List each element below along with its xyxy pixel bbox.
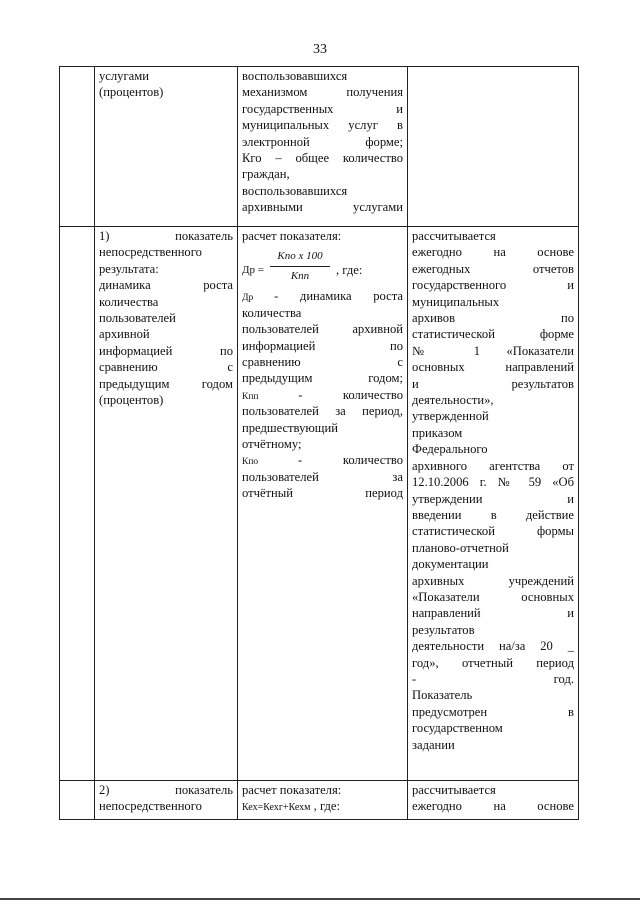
text-line: статистической форме [412, 327, 574, 342]
formula-suffix: , где: [313, 799, 340, 814]
definition-text: отчётный период [242, 486, 403, 501]
calc-intro: расчет показателя: [242, 229, 342, 243]
definition-line [242, 338, 403, 354]
definition-term: Кпп [242, 391, 299, 402]
text-line: утвержденной [412, 409, 489, 424]
text-line: воспользовавшихся [242, 183, 348, 198]
definition-text: сравнению с [242, 355, 403, 370]
text-line: государственного и [412, 278, 574, 293]
table-row [60, 227, 579, 781]
text-line: результата: [99, 261, 159, 276]
source-cell [408, 67, 579, 227]
text-line: граждан, [242, 167, 290, 182]
text-line: документации [412, 557, 489, 572]
definition-line [242, 321, 403, 337]
definition-text: предшествующий [242, 420, 338, 435]
text-line: архивных учреждений [412, 573, 574, 588]
source-cell [408, 781, 579, 820]
text-line: услугами [99, 69, 149, 83]
definition-line [242, 370, 403, 386]
text-line: количества [99, 294, 159, 309]
text-line: архивов по [412, 311, 574, 326]
definition-line [242, 452, 403, 468]
formula-denominator: Кпп [290, 269, 310, 282]
formula-suffix: , где: [336, 263, 363, 278]
text-line: «Показатели основных [412, 589, 574, 604]
text-line: и результатов [412, 376, 574, 391]
definition-line [242, 485, 403, 501]
text-line: архивными услугами [242, 200, 403, 215]
text-line: деятельности на/за 20 _ [412, 639, 574, 654]
text-line: предыдущим годом [99, 376, 233, 391]
definition-text: количества [242, 305, 302, 320]
formula-lhs: Др = [242, 264, 264, 277]
text-line: электронной форме; [242, 134, 403, 149]
source-cell [408, 227, 579, 781]
text-line: рассчитывается [412, 229, 496, 243]
text-line: воспользовавшихся [242, 69, 348, 83]
text-line: результатов [412, 622, 475, 637]
text-line: сравнению с [99, 360, 233, 375]
text-line: (процентов) [99, 85, 164, 100]
formula [242, 798, 403, 816]
row-number-cell [60, 67, 95, 227]
text-line: ежегодных отчетов [412, 261, 574, 276]
formula-numerator: Кпо х 100 [270, 248, 330, 266]
text-line: непосредственного [99, 245, 202, 260]
definition-text: информацией по [242, 338, 403, 353]
text-line: динамика роста [99, 278, 233, 293]
text-line: (процентов) [99, 393, 164, 408]
text-line: Показатель [412, 688, 473, 703]
table-row [60, 781, 579, 820]
definition-line [242, 387, 403, 403]
indicator-name-cell [95, 227, 238, 781]
text-line: непосредственного [99, 799, 202, 814]
text-line: муниципальных услуг в [242, 118, 403, 133]
text-line: введении в действие [412, 507, 574, 522]
definition-text: пользователей за [242, 469, 403, 484]
text-line: архивной [99, 327, 150, 342]
definition-text: - динамика роста [274, 289, 403, 304]
definition-line [242, 403, 403, 419]
definition-text: - количество [298, 453, 403, 468]
definition-term: Др [242, 293, 275, 304]
calculation-cell [238, 67, 408, 227]
definition-line [242, 420, 403, 436]
text-line: направлений и [412, 606, 574, 621]
text-line: 2) показатель [99, 783, 233, 797]
text-line: Федерального [412, 442, 488, 457]
definition-text: пользователей архивной [242, 322, 403, 337]
text-line: 12.10.2006 г. № 59 «Об [412, 475, 574, 490]
text-line: задании [412, 737, 455, 752]
text-line: 1) показатель [99, 229, 233, 243]
definition-term: Кпо [242, 457, 299, 468]
definition-text: - количество [298, 387, 403, 402]
text-line: механизмом получения [242, 85, 403, 100]
formula-definitions [242, 288, 403, 501]
definition-line [242, 305, 403, 321]
row-number-cell [60, 227, 95, 781]
calculation-cell [238, 781, 408, 820]
text-line: рассчитывается [412, 783, 496, 797]
text-line: год», отчетный период [412, 655, 574, 670]
text-line: ежегодно на основе [412, 799, 574, 814]
text-line: государственном [412, 721, 503, 736]
text-line: - год. [412, 671, 574, 686]
text-line: Кго – общее количество [242, 151, 403, 166]
definition-line [242, 288, 403, 304]
text-line: муниципальных [412, 294, 500, 309]
text-line: пользователей [99, 311, 176, 326]
formula-equation: Кех=Кехг+Кехм [242, 802, 311, 814]
text-line: информацией по [99, 343, 233, 358]
text-line: ежегодно на основе [412, 245, 574, 260]
text-line: архивного агентства от [412, 458, 574, 473]
formula [242, 248, 403, 286]
text-line: государственных и [242, 101, 403, 116]
row-number-cell [60, 781, 95, 820]
page-number: 33 [313, 42, 327, 57]
definition-text: пользователей за период, [242, 404, 403, 419]
definition-line [242, 469, 403, 485]
definition-line [242, 436, 403, 452]
definition-line [242, 354, 403, 370]
text-line: планово-отчетной [412, 540, 509, 555]
text-line: предусмотрен в [412, 704, 574, 719]
page-bottom-rule [0, 898, 640, 900]
text-line: № 1 «Показатели [412, 343, 574, 358]
calculation-cell [238, 227, 408, 781]
definition-text: отчётному; [242, 437, 302, 452]
calc-intro: расчет показателя: [242, 783, 342, 797]
text-line: статистической формы [412, 524, 574, 539]
text-line: утверждении и [412, 491, 574, 506]
indicator-name-cell [95, 781, 238, 820]
table-row [60, 67, 579, 227]
formula-fraction [270, 248, 330, 284]
indicators-table [59, 66, 579, 820]
text-line: основных направлений [412, 360, 574, 375]
definition-text: предыдущим годом; [242, 371, 403, 386]
indicator-name-cell [95, 67, 238, 227]
text-line: деятельности», [412, 393, 494, 408]
text-line: приказом [412, 425, 463, 440]
